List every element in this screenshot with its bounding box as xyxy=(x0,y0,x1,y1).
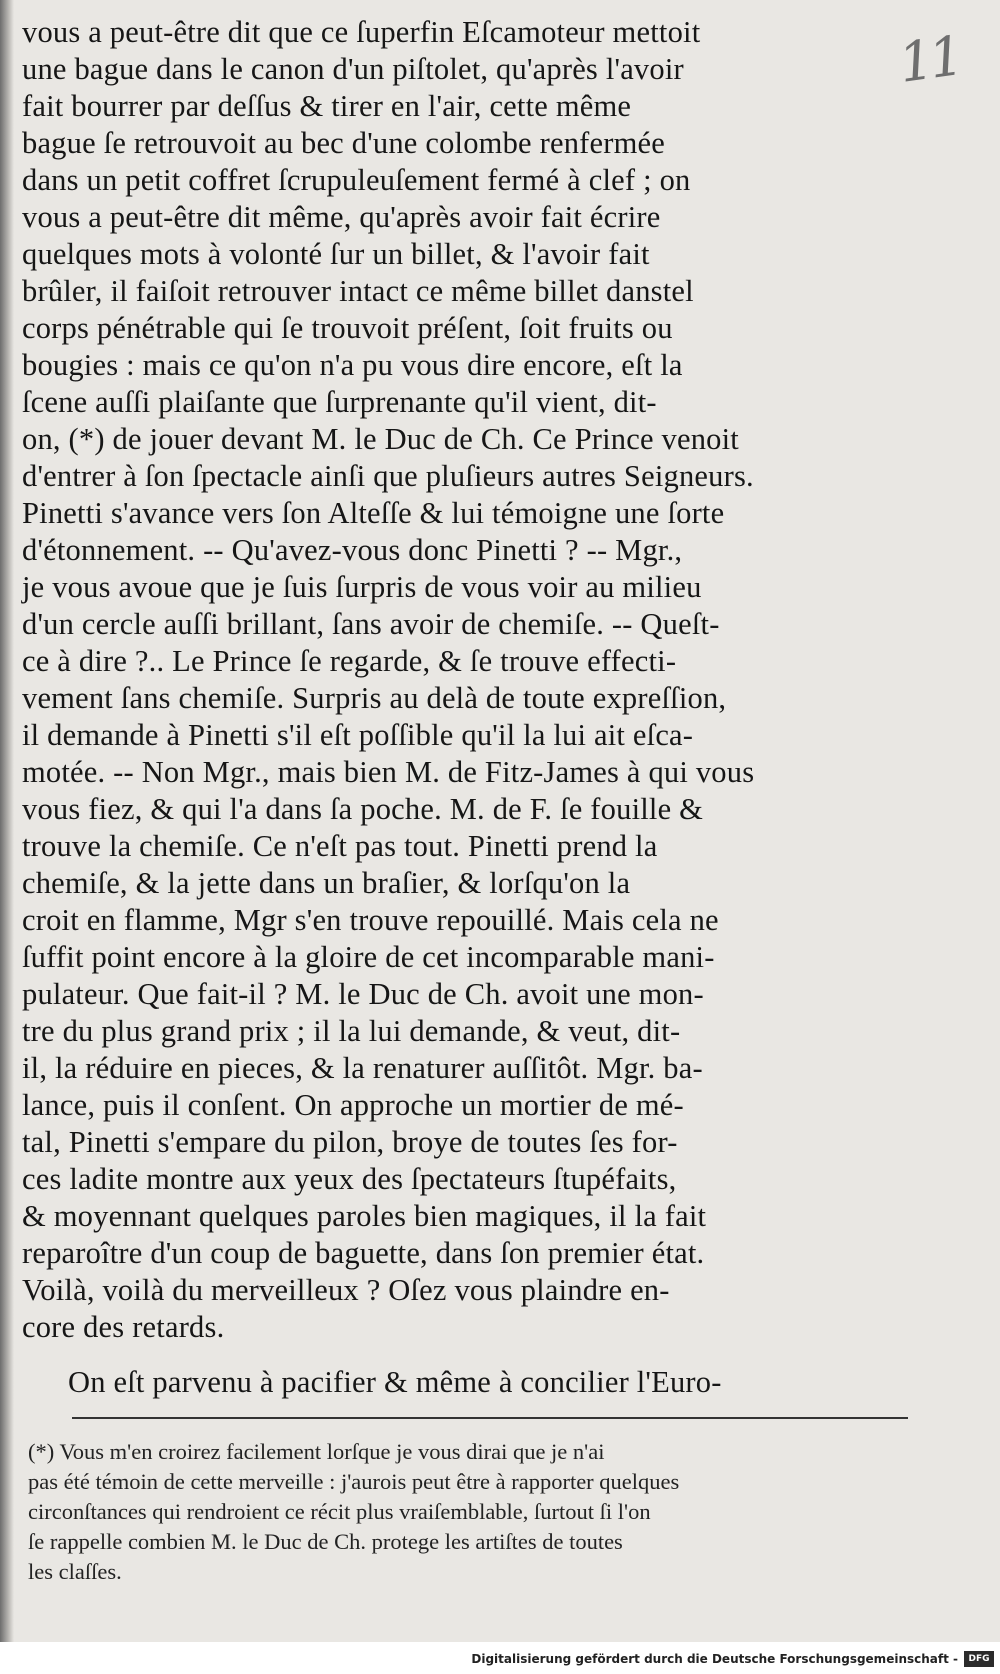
text-line: on, (*) de jouer devant M. le Duc de Ch. Ce Prince venoit xyxy=(22,422,739,456)
book-spine-shadow xyxy=(0,0,14,1642)
text-line: ce à dire ?.. Le Prince ſe regarde, & ſe trouve effecti- xyxy=(22,644,677,678)
text-line: pulateur. Que fait-il ? M. le Duc de Ch. avoit une mon- xyxy=(22,977,704,1011)
text-line: il, la réduire en pieces, & la renaturer auſſitôt. Mgr. ba- xyxy=(22,1051,703,1085)
text-line: il demande à Pinetti s'il eſt poſſible qu'il la lui ait eſca- xyxy=(22,718,694,752)
text-line: d'entrer à ſon ſpectacle ainſi que pluſieurs autres Seigneurs. xyxy=(22,459,754,493)
text-line: chemiſe, & la jette dans un braſier, & lorſqu'on la xyxy=(22,866,631,900)
text-line: croit en flamme, Mgr s'en trouve repouillé. Mais cela ne xyxy=(22,903,719,937)
text-line: Pinetti s'avance vers ſon Alteſſe & lui témoigne une ſorte xyxy=(22,496,725,530)
text-line: bougies : mais ce qu'on n'a pu vous dire encore, eſt la xyxy=(22,348,683,382)
text-line: motée. -- Non Mgr., mais bien M. de Fitz-James à qui vous xyxy=(22,755,755,789)
paragraph-start-line: On eſt parvenu à pacifier & même à concilier l'Euro- xyxy=(68,1365,722,1399)
paragraph-start xyxy=(22,1364,918,1401)
text-line: ſuffit point encore à la gloire de cet incomparable mani- xyxy=(22,940,715,974)
text-line: vement ſans chemiſe. Surpris au delà de toute expreſſion, xyxy=(22,681,727,715)
text-line: trouve la chemiſe. Ce n'eſt pas tout. Pinetti prend la xyxy=(22,829,658,863)
footnote-rule xyxy=(72,1417,908,1419)
text-line: dans un petit coffret ſcrupuleuſement fermé à clef ; on xyxy=(22,163,691,197)
text-line: d'étonnement. -- Qu'avez-vous donc Pinetti ? -- Mgr., xyxy=(22,533,683,567)
text-line: ſcene auſſi plaiſante que ſurprenante qu'il vient, dit- xyxy=(22,385,657,419)
text-line: fait bourrer par deſſus & tirer en l'air, cette même xyxy=(22,89,632,123)
dfg-logo: DFG xyxy=(964,1651,994,1667)
text-line: d'un cercle auſſi brillant, ſans avoir de chemiſe. -- Queſt- xyxy=(22,607,720,641)
text-line: vous a peut-être dit que ce ſuperfin Eſcamoteur mettoit xyxy=(22,15,701,49)
footnote-line: (*) Vous m'en croirez facilement lorſque je vous dirai que je n'ai xyxy=(28,1439,605,1464)
body-text xyxy=(22,14,918,1346)
handwritten-folio-number: 11 xyxy=(895,24,965,95)
footnote-line: pas été témoin de cette merveille : j'aurois peut être à rapporter quelques xyxy=(28,1469,680,1494)
text-line: je vous avoue que je ſuis ſurpris de vous voir au milieu xyxy=(22,570,702,604)
footer-credit: Digitalisierung gefördert durch die Deutsche Forschungsgemeinschaft - xyxy=(471,1652,958,1666)
text-line: Voilà, voilà du merveilleux ? Oſez vous plaindre en- xyxy=(22,1273,670,1307)
text-line: reparoître d'un coup de baguette, dans ſon premier état. xyxy=(22,1236,705,1270)
text-line: ces ladite montre aux yeux des ſpectateurs ſtupéfaits, xyxy=(22,1162,677,1196)
text-line: tal, Pinetti s'empare du pilon, broye de toutes ſes for- xyxy=(22,1125,678,1159)
footnote-line: ſe rappelle combien M. le Duc de Ch. protege les artiſtes de toutes xyxy=(28,1529,623,1554)
text-line: corps pénétrable qui ſe trouvoit préſent, ſoit fruits ou xyxy=(22,311,673,345)
footnote-line: les claſſes. xyxy=(28,1559,122,1584)
text-line: vous a peut-être dit même, qu'après avoir fait écrire xyxy=(22,200,661,234)
text-line: vous fiez, & qui l'a dans ſa poche. M. de F. ſe fouille & xyxy=(22,792,704,826)
footnote-line: circonſtances qui rendroient ce récit plus vraiſemblable, ſurtout ſi l'on xyxy=(28,1499,651,1524)
text-line: bague ſe retrouvoit au bec d'une colombe renfermée xyxy=(22,126,665,160)
text-line: core des retards. xyxy=(22,1310,225,1344)
text-line: lance, puis il conſent. On approche un mortier de mé- xyxy=(22,1088,684,1122)
text-line: une bague dans le canon d'un piſtolet, qu'après l'avoir xyxy=(22,52,684,86)
text-line: tre du plus grand prix ; il la lui demande, & veut, dit- xyxy=(22,1014,681,1048)
text-line: quelques mots à volonté ſur un billet, & l'avoir fait xyxy=(22,237,650,271)
digitization-footer xyxy=(0,1642,1000,1674)
text-line: & moyennant quelques paroles bien magiques, il la fait xyxy=(22,1199,707,1233)
footnote xyxy=(28,1437,918,1587)
text-line: brûler, il faiſoit retrouver intact ce même billet danstel xyxy=(22,274,694,308)
